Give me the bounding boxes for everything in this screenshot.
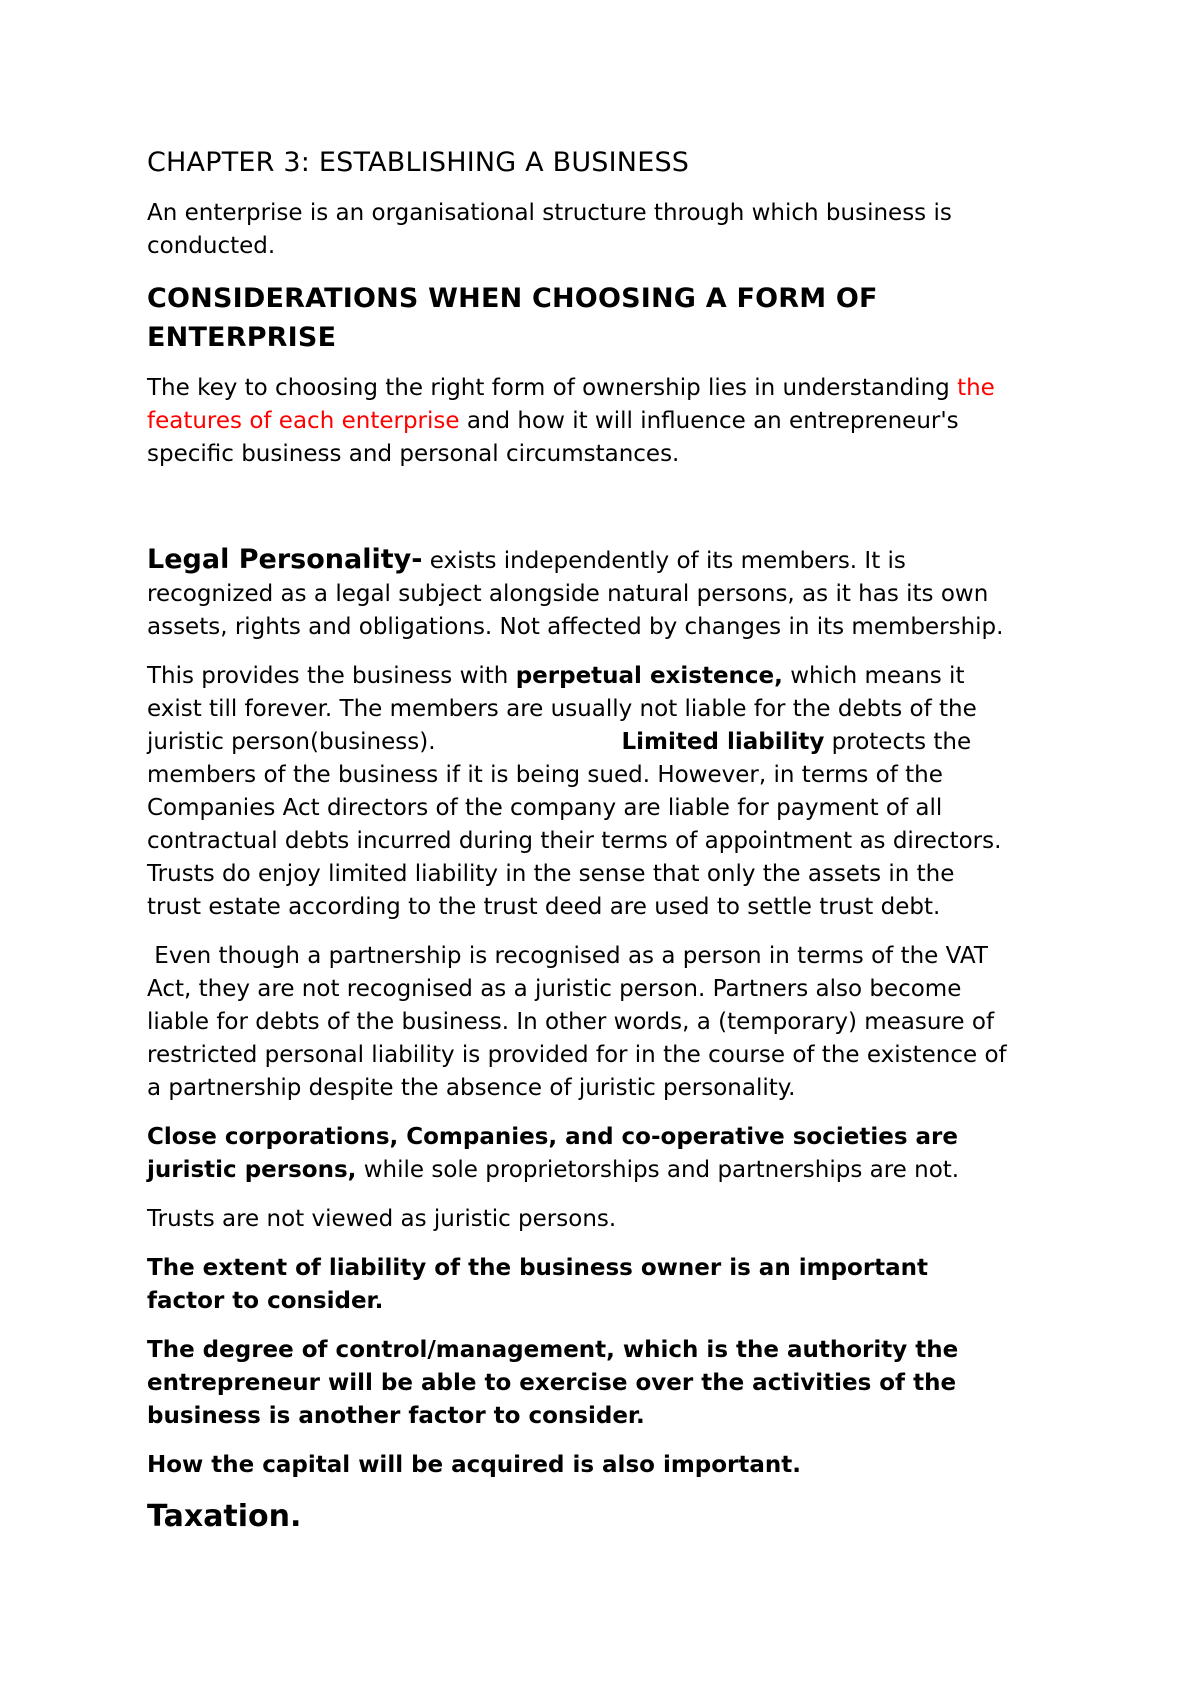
perpetual-line-7: Trusts do enjoy limited liability in the sense that only the assets in the [147,861,955,887]
perpetual-line-2: exist till forever. The members are usually not liable for the debts of the [147,696,977,722]
partnership-line-4: restricted personal liability is provided for in the course of the existence of [147,1042,1007,1068]
key-paragraph-text: and how it will influence an entrepreneur's [459,408,959,434]
legal-personality-line-3: assets, rights and obligations. Not affected by changes in its membership. [147,614,1004,640]
key-paragraph-text: The key to choosing the right form of ownership lies in understanding [147,375,958,401]
key-paragraph-highlight: features of each enterprise [147,408,460,434]
perpetual-line-8: trust estate according to the trust deed are used to settle trust debt. [147,894,941,920]
juristic-line-1 [147,1121,958,1154]
control-factor-line-3: business is another factor to consider. [147,1403,645,1429]
considerations-heading-line-1: CONSIDERATIONS WHEN CHOOSING A FORM OF [147,283,878,314]
perpetual-line-3 [147,726,971,759]
key-paragraph-line-1 [147,372,995,405]
control-factor-line-1: The degree of control/management, which is the authority the [147,1337,959,1363]
liability-factor-line-2: factor to consider. [147,1288,384,1314]
intro-line-2: conducted. [147,233,276,259]
legal-personality-definition: exists independently of its members. It is [422,548,906,574]
perpetual-line-6: contractual debts incurred during their terms of appointment as directors. [147,828,1002,854]
legal-personality-term: Legal Personality- [147,544,423,575]
key-paragraph-line-2 [147,405,959,438]
perpetual-line-4: members of the business if it is being sued. However, in terms of the [147,762,943,788]
control-factor-line-2: entrepreneur will be able to exercise over the activities of the [147,1370,957,1396]
legal-personality-line-2: recognized as a legal subject alongside natural persons, as it has its own [147,581,989,607]
perpetual-line-5: Companies Act directors of the company are liable for payment of all [147,795,943,821]
perpetual-line-1 [147,660,964,693]
limited-liability-term: Limited liability [621,729,825,755]
trusts-line: Trusts are not viewed as juristic persons. [147,1206,617,1232]
key-paragraph-highlight: the [957,375,995,401]
intro-line-1: An enterprise is an organisational structure through which business is [147,200,952,226]
juristic-bold-text: Close corporations, Companies, and co-operative societies are [147,1124,958,1150]
liability-factor-line-1: The extent of liability of the business owner is an important [147,1255,929,1281]
perpetual-text: juristic person(business). [147,729,436,755]
partnership-line-3: liable for debts of the business. In other words, a (temporary) measure of [147,1009,995,1035]
perpetual-text: protects the [824,729,972,755]
juristic-line-2 [147,1154,959,1187]
considerations-heading-line-2: ENTERPRISE [147,322,337,353]
chapter-title: CHAPTER 3: ESTABLISHING A BUSINESS [147,147,690,178]
key-paragraph-line-3: specific business and personal circumstances. [147,441,680,467]
perpetual-text: which means it [782,663,965,689]
perpetual-existence-term: perpetual existence, [515,663,783,689]
partnership-line-5: a partnership despite the absence of juristic personality. [147,1075,796,1101]
juristic-text: while sole proprietorships and partnerships are not. [356,1157,960,1183]
taxation-heading: Taxation. [147,1499,302,1534]
partnership-line-2: Act, they are not recognised as a juristic person. Partners also become [147,976,962,1002]
capital-line: How the capital will be acquired is also important. [147,1452,802,1478]
partnership-line-1: Even though a partnership is recognised as a person in terms of the VAT [147,943,988,969]
juristic-bold-text: juristic persons, [147,1157,357,1183]
perpetual-text: This provides the business with [147,663,516,689]
legal-personality-line-1 [147,543,906,578]
